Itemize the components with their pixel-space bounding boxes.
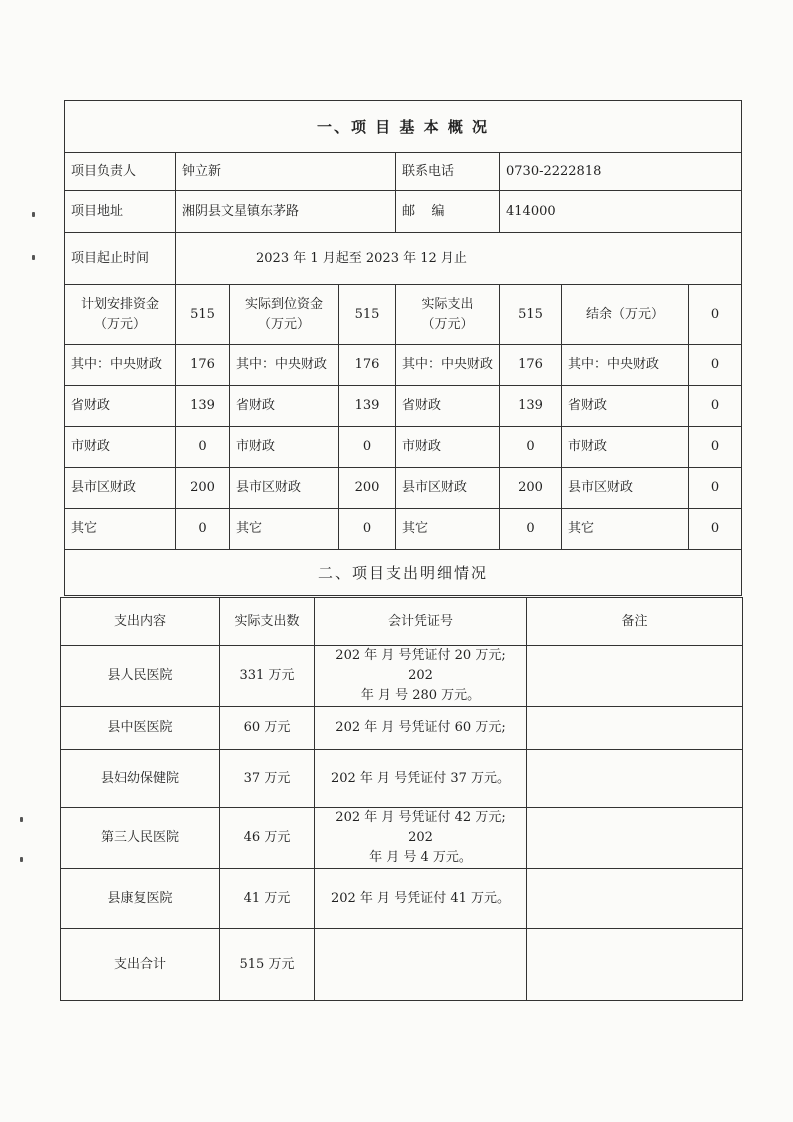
- fund-cell-value: 0: [339, 509, 396, 550]
- voucher-cell: [315, 808, 527, 869]
- leader-value: 钟立新: [176, 153, 396, 191]
- fund-cell-label: 其中：中央财政: [230, 345, 339, 386]
- fund-cell-value: 0: [500, 427, 562, 468]
- spent-funds-unit: （万元）: [421, 316, 474, 332]
- fund-cell-value: 176: [176, 345, 230, 386]
- total-voucher: [315, 929, 527, 1001]
- fund-cell-label: 其它: [396, 509, 500, 550]
- fund-cell-label: 其中：中央财政: [396, 345, 500, 386]
- expense-item: 第三人民医院: [61, 808, 220, 869]
- remark-cell: [527, 646, 743, 707]
- fund-cell-value: 0: [500, 509, 562, 550]
- fund-cell-value: 200: [176, 468, 230, 509]
- fund-cell-label: 市财政: [230, 427, 339, 468]
- scan-mark: [32, 212, 35, 217]
- fund-cell-value: 0: [689, 427, 742, 468]
- expense-item: 县康复医院: [61, 869, 220, 929]
- fund-row: [65, 345, 742, 386]
- fund-cell-label: 县市区财政: [562, 468, 689, 509]
- fund-cell-label: 省财政: [230, 386, 339, 427]
- expense-amount: 37 万元: [220, 750, 315, 808]
- period-value: 2023 年 1 月起至 2023 年 12 月止: [176, 233, 742, 285]
- total-remark: [527, 929, 743, 1001]
- fund-cell-value: 139: [500, 386, 562, 427]
- fund-cell-label: 市财政: [562, 427, 689, 468]
- fund-cell-value: 176: [339, 345, 396, 386]
- voucher-cell: [315, 869, 527, 929]
- voucher-cell: [315, 646, 527, 707]
- detail-header-row: [61, 598, 743, 646]
- planned-funds-label: [65, 285, 176, 345]
- voucher-line: 202 年 月 号凭证付 42 万元; 202: [335, 810, 506, 845]
- fund-cell-label: 其它: [562, 509, 689, 550]
- voucher-cell: [315, 750, 527, 808]
- total-amount: 515 万元: [220, 929, 315, 1001]
- planned-funds-unit: （万元）: [93, 316, 146, 332]
- fund-cell-label: 其它: [230, 509, 339, 550]
- fund-cell-label: 省财政: [562, 386, 689, 427]
- planned-funds-value: 515: [176, 285, 230, 345]
- expense-amount: 331 万元: [220, 646, 315, 707]
- total-label: 支出合计: [61, 929, 220, 1001]
- fund-cell-label: 其中：中央财政: [65, 345, 176, 386]
- leader-label: 项目负责人: [65, 153, 176, 191]
- detail-row: [61, 707, 743, 750]
- fund-cell-value: 200: [500, 468, 562, 509]
- fund-row: [65, 427, 742, 468]
- project-overview-table: [64, 100, 742, 596]
- balance-label: 结余（万元）: [562, 285, 689, 345]
- fund-cell-label: 县市区财政: [230, 468, 339, 509]
- phone-value: 0730-2222818: [500, 153, 742, 191]
- spent-funds-label: [396, 285, 500, 345]
- period-label: 项目起止时间: [65, 233, 176, 285]
- remark-cell: [527, 750, 743, 808]
- section1-title: 一、项 目 基 本 概 况: [65, 101, 742, 153]
- fund-cell-value: 0: [176, 509, 230, 550]
- received-funds-value: 515: [339, 285, 396, 345]
- fund-cell-label: 县市区财政: [65, 468, 176, 509]
- fund-cell-value: 200: [339, 468, 396, 509]
- fund-cell-label: 市财政: [396, 427, 500, 468]
- expense-amount: 46 万元: [220, 808, 315, 869]
- fund-cell-value: 176: [500, 345, 562, 386]
- header-voucher: 会计凭证号: [315, 598, 527, 646]
- fund-cell-value: 139: [176, 386, 230, 427]
- expense-item: 县人民医院: [61, 646, 220, 707]
- voucher-line: 年 月 号 280 万元。: [360, 688, 481, 703]
- total-row: [61, 929, 743, 1001]
- fund-cell-value: 0: [689, 509, 742, 550]
- fund-cell-label: 县市区财政: [396, 468, 500, 509]
- balance-value: 0: [689, 285, 742, 345]
- fund-cell-value: 0: [689, 386, 742, 427]
- spent-funds-label-text: 实际支出: [421, 296, 474, 312]
- address-label: 项目地址: [65, 191, 176, 233]
- voucher-line: 202 年 月 号凭证付 37 万元。: [330, 770, 511, 786]
- fund-cell-label: 省财政: [396, 386, 500, 427]
- received-funds-unit: （万元）: [257, 316, 310, 332]
- scan-mark: [20, 857, 23, 862]
- spent-funds-value: 515: [500, 285, 562, 345]
- fund-cell-value: 0: [176, 427, 230, 468]
- postcode-value: 414000: [500, 191, 742, 233]
- fund-cell-value: 0: [689, 468, 742, 509]
- fund-cell-value: 0: [339, 427, 396, 468]
- fund-cell-value: 0: [689, 345, 742, 386]
- received-funds-label-text: 实际到位资金: [244, 296, 323, 312]
- expense-amount: 41 万元: [220, 869, 315, 929]
- remark-cell: [527, 869, 743, 929]
- fund-cell-label: 其它: [65, 509, 176, 550]
- planned-funds-label-text: 计划安排资金: [80, 296, 159, 312]
- detail-row: [61, 808, 743, 869]
- detail-row: [61, 869, 743, 929]
- section2-title: 二、项目支出明细情况: [65, 550, 742, 596]
- remark-cell: [527, 808, 743, 869]
- fund-cell-label: 省财政: [65, 386, 176, 427]
- fund-cell-label: 其中：中央财政: [562, 345, 689, 386]
- expense-item: 县中医医院: [61, 707, 220, 750]
- address-value: 湘阴县文星镇东茅路: [176, 191, 396, 233]
- header-remark: 备注: [527, 598, 743, 646]
- remark-cell: [527, 707, 743, 750]
- expense-amount: 60 万元: [220, 707, 315, 750]
- fund-row: [65, 468, 742, 509]
- scan-mark: [32, 255, 35, 260]
- phone-label: 联系电话: [396, 153, 500, 191]
- postcode-label: 邮 编: [396, 191, 500, 233]
- header-amount: 实际支出数: [220, 598, 315, 646]
- voucher-line: 年 月 号 4 万元。: [369, 850, 472, 865]
- fund-cell-label: 市财政: [65, 427, 176, 468]
- fund-row: [65, 509, 742, 550]
- voucher-line: 202 年 月 号凭证付 60 万元;: [335, 720, 506, 735]
- header-content: 支出内容: [61, 598, 220, 646]
- voucher-line: 202 年 月 号凭证付 41 万元。: [330, 890, 511, 906]
- expense-item: 县妇幼保健院: [61, 750, 220, 808]
- scan-mark: [20, 817, 23, 822]
- detail-row: [61, 750, 743, 808]
- detail-row: [61, 646, 743, 707]
- expenditure-detail-table: [60, 597, 743, 1001]
- received-funds-label: [230, 285, 339, 345]
- voucher-line: 202 年 月 号凭证付 20 万元; 202: [335, 648, 506, 683]
- fund-cell-value: 139: [339, 386, 396, 427]
- voucher-cell: [315, 707, 527, 750]
- fund-row: [65, 386, 742, 427]
